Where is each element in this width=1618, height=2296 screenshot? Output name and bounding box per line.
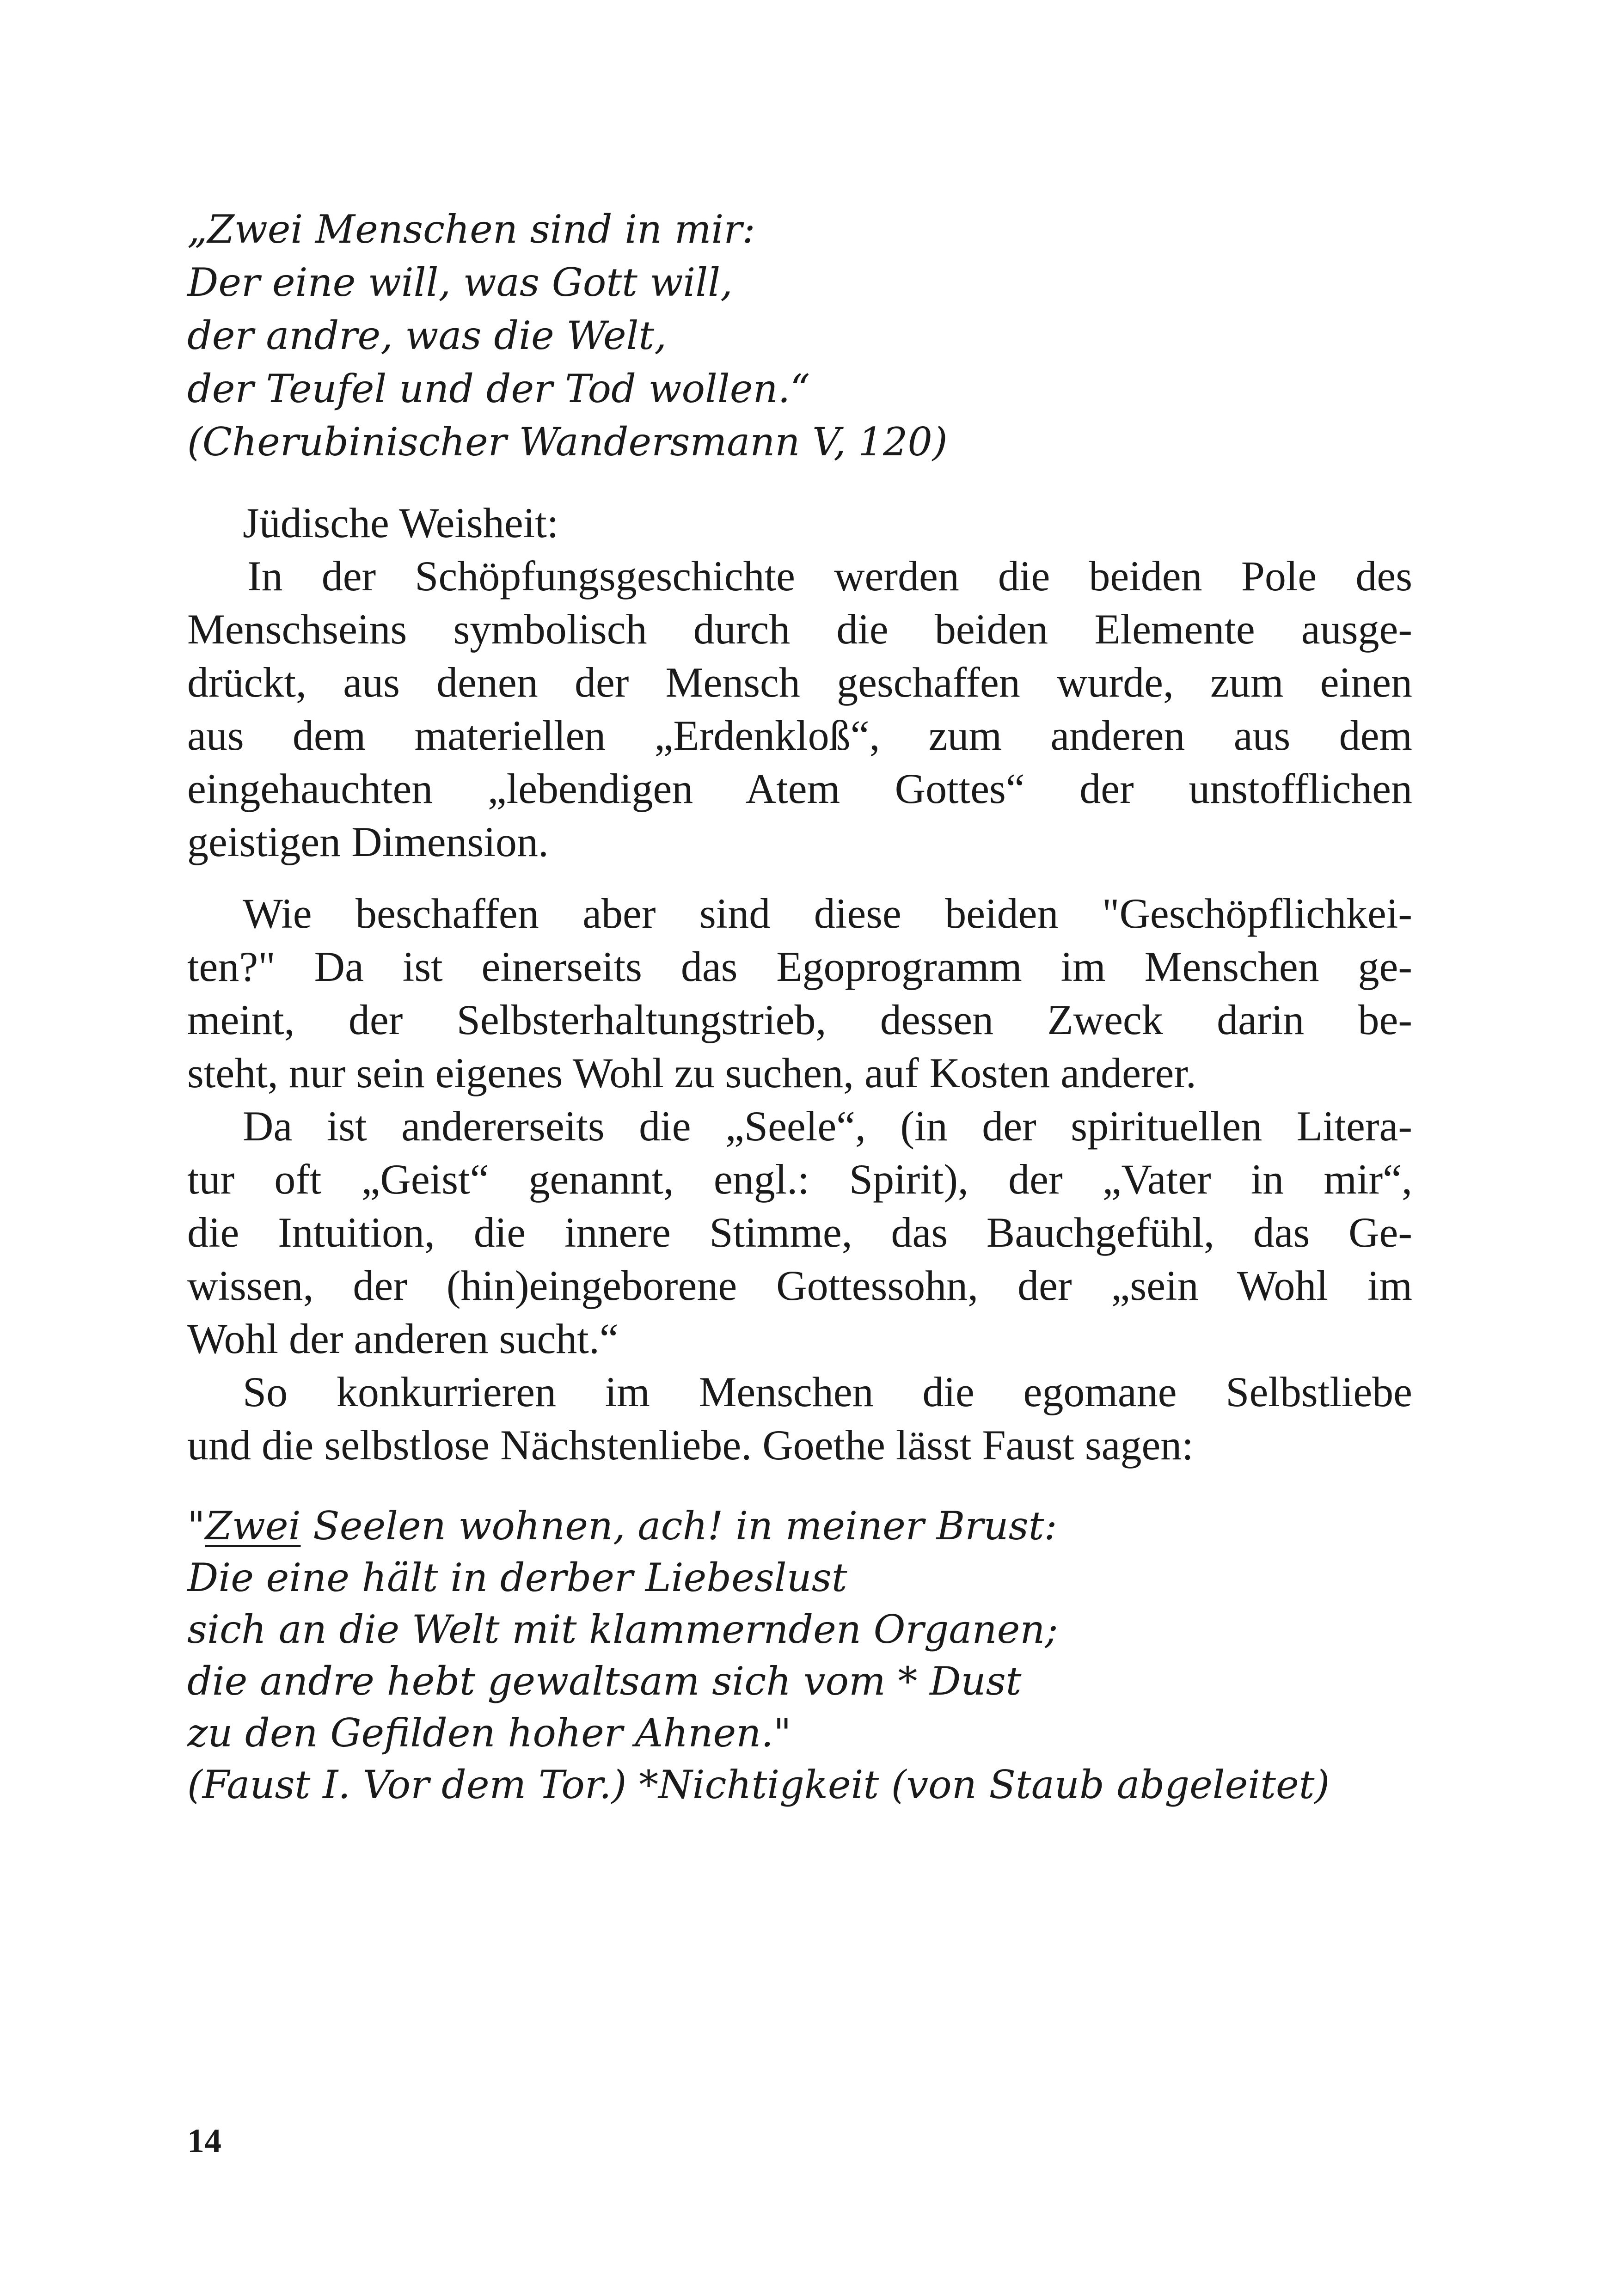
- paragraph-line: wissen, der (hin)eingeborene Gottessohn, der „sein Wohl im: [187, 1262, 1412, 1309]
- paragraph-line: So konkurrieren im Menschen die egomane Selbstliebe: [243, 1368, 1412, 1415]
- paragraph-line: Da ist andererseits die „Seele“, (in der spirituellen Litera-: [243, 1102, 1412, 1150]
- quote-source: (Cherubinischer Wandersmann V, 120): [187, 419, 948, 465]
- page-number: 14: [187, 2122, 221, 2160]
- quote-line: Die eine hält in derber Liebeslust: [187, 1555, 847, 1600]
- paragraph-line: und die selbstlose Nächstenliebe. Goethe lässt Faust sagen:: [187, 1421, 1194, 1469]
- quote-line-first: [187, 1500, 1057, 1552]
- paragraph-line: geistigen Dimension.: [187, 818, 549, 865]
- paragraph-line: Menschseins symbolisch durch die beiden Elemente ausge-: [187, 606, 1412, 653]
- paragraph-line: die Intuition, die innere Stimme, das Bauchgefühl, das Ge-: [187, 1209, 1412, 1256]
- quote-source: (Faust I. Vor dem Tor.) *Nichtigkeit (von Staub abgeleitet): [187, 1762, 1330, 1807]
- paragraph-line: drückt, aus denen der Mensch geschaffen wurde, zum einen: [187, 659, 1412, 706]
- open-quote: ": [187, 1503, 205, 1549]
- quote-line: „Zwei Menschen sind in mir:: [187, 207, 755, 252]
- underlined-word: Zwei: [205, 1503, 301, 1549]
- paragraph-line: In der Schöpfungsgeschichte werden die beiden Pole des: [247, 552, 1412, 600]
- quote-line: die andre hebt gewaltsam sich vom * Dust: [187, 1659, 1022, 1704]
- paragraph-line: meint, der Selbsterhaltungstrieb, dessen Zweck darin be-: [187, 996, 1412, 1043]
- paragraph-line: eingehauchten „lebendigen Atem Gottes“ der unstofflichen: [187, 765, 1412, 812]
- quote-line: zu den Gefilden hoher Ahnen.": [187, 1710, 791, 1756]
- quote-line: der Teufel und der Tod wollen.“: [187, 366, 810, 411]
- paragraph-line: Wie beschaffen aber sind diese beiden "Geschöpflichkei-: [243, 890, 1412, 937]
- paragraph-line: Wohl der anderen sucht.“: [187, 1315, 619, 1362]
- quote-line: Der eine will, was Gott will,: [187, 260, 733, 305]
- paragraph-line: aus dem materiellen „Erdenkloß“, zum anderen aus dem: [187, 712, 1412, 759]
- quote-line-rest: Seelen wohnen, ach! in meiner Brust:: [300, 1503, 1057, 1549]
- paragraph-line: tur oft „Geist“ genannt, engl.: Spirit), der „Vater in mir“,: [187, 1156, 1412, 1203]
- paragraph-line: ten?" Da ist einerseits das Egoprogramm im Menschen ge-: [187, 943, 1412, 990]
- paragraph-line: steht, nur sein eigenes Wohl zu suchen, auf Kosten anderer.: [187, 1049, 1196, 1096]
- quote-line: der andre, was die Welt,: [187, 313, 667, 358]
- paragraph-heading: Jüdische Weisheit:: [243, 499, 559, 546]
- quote-line: sich an die Welt mit klammernden Organen;: [187, 1607, 1058, 1652]
